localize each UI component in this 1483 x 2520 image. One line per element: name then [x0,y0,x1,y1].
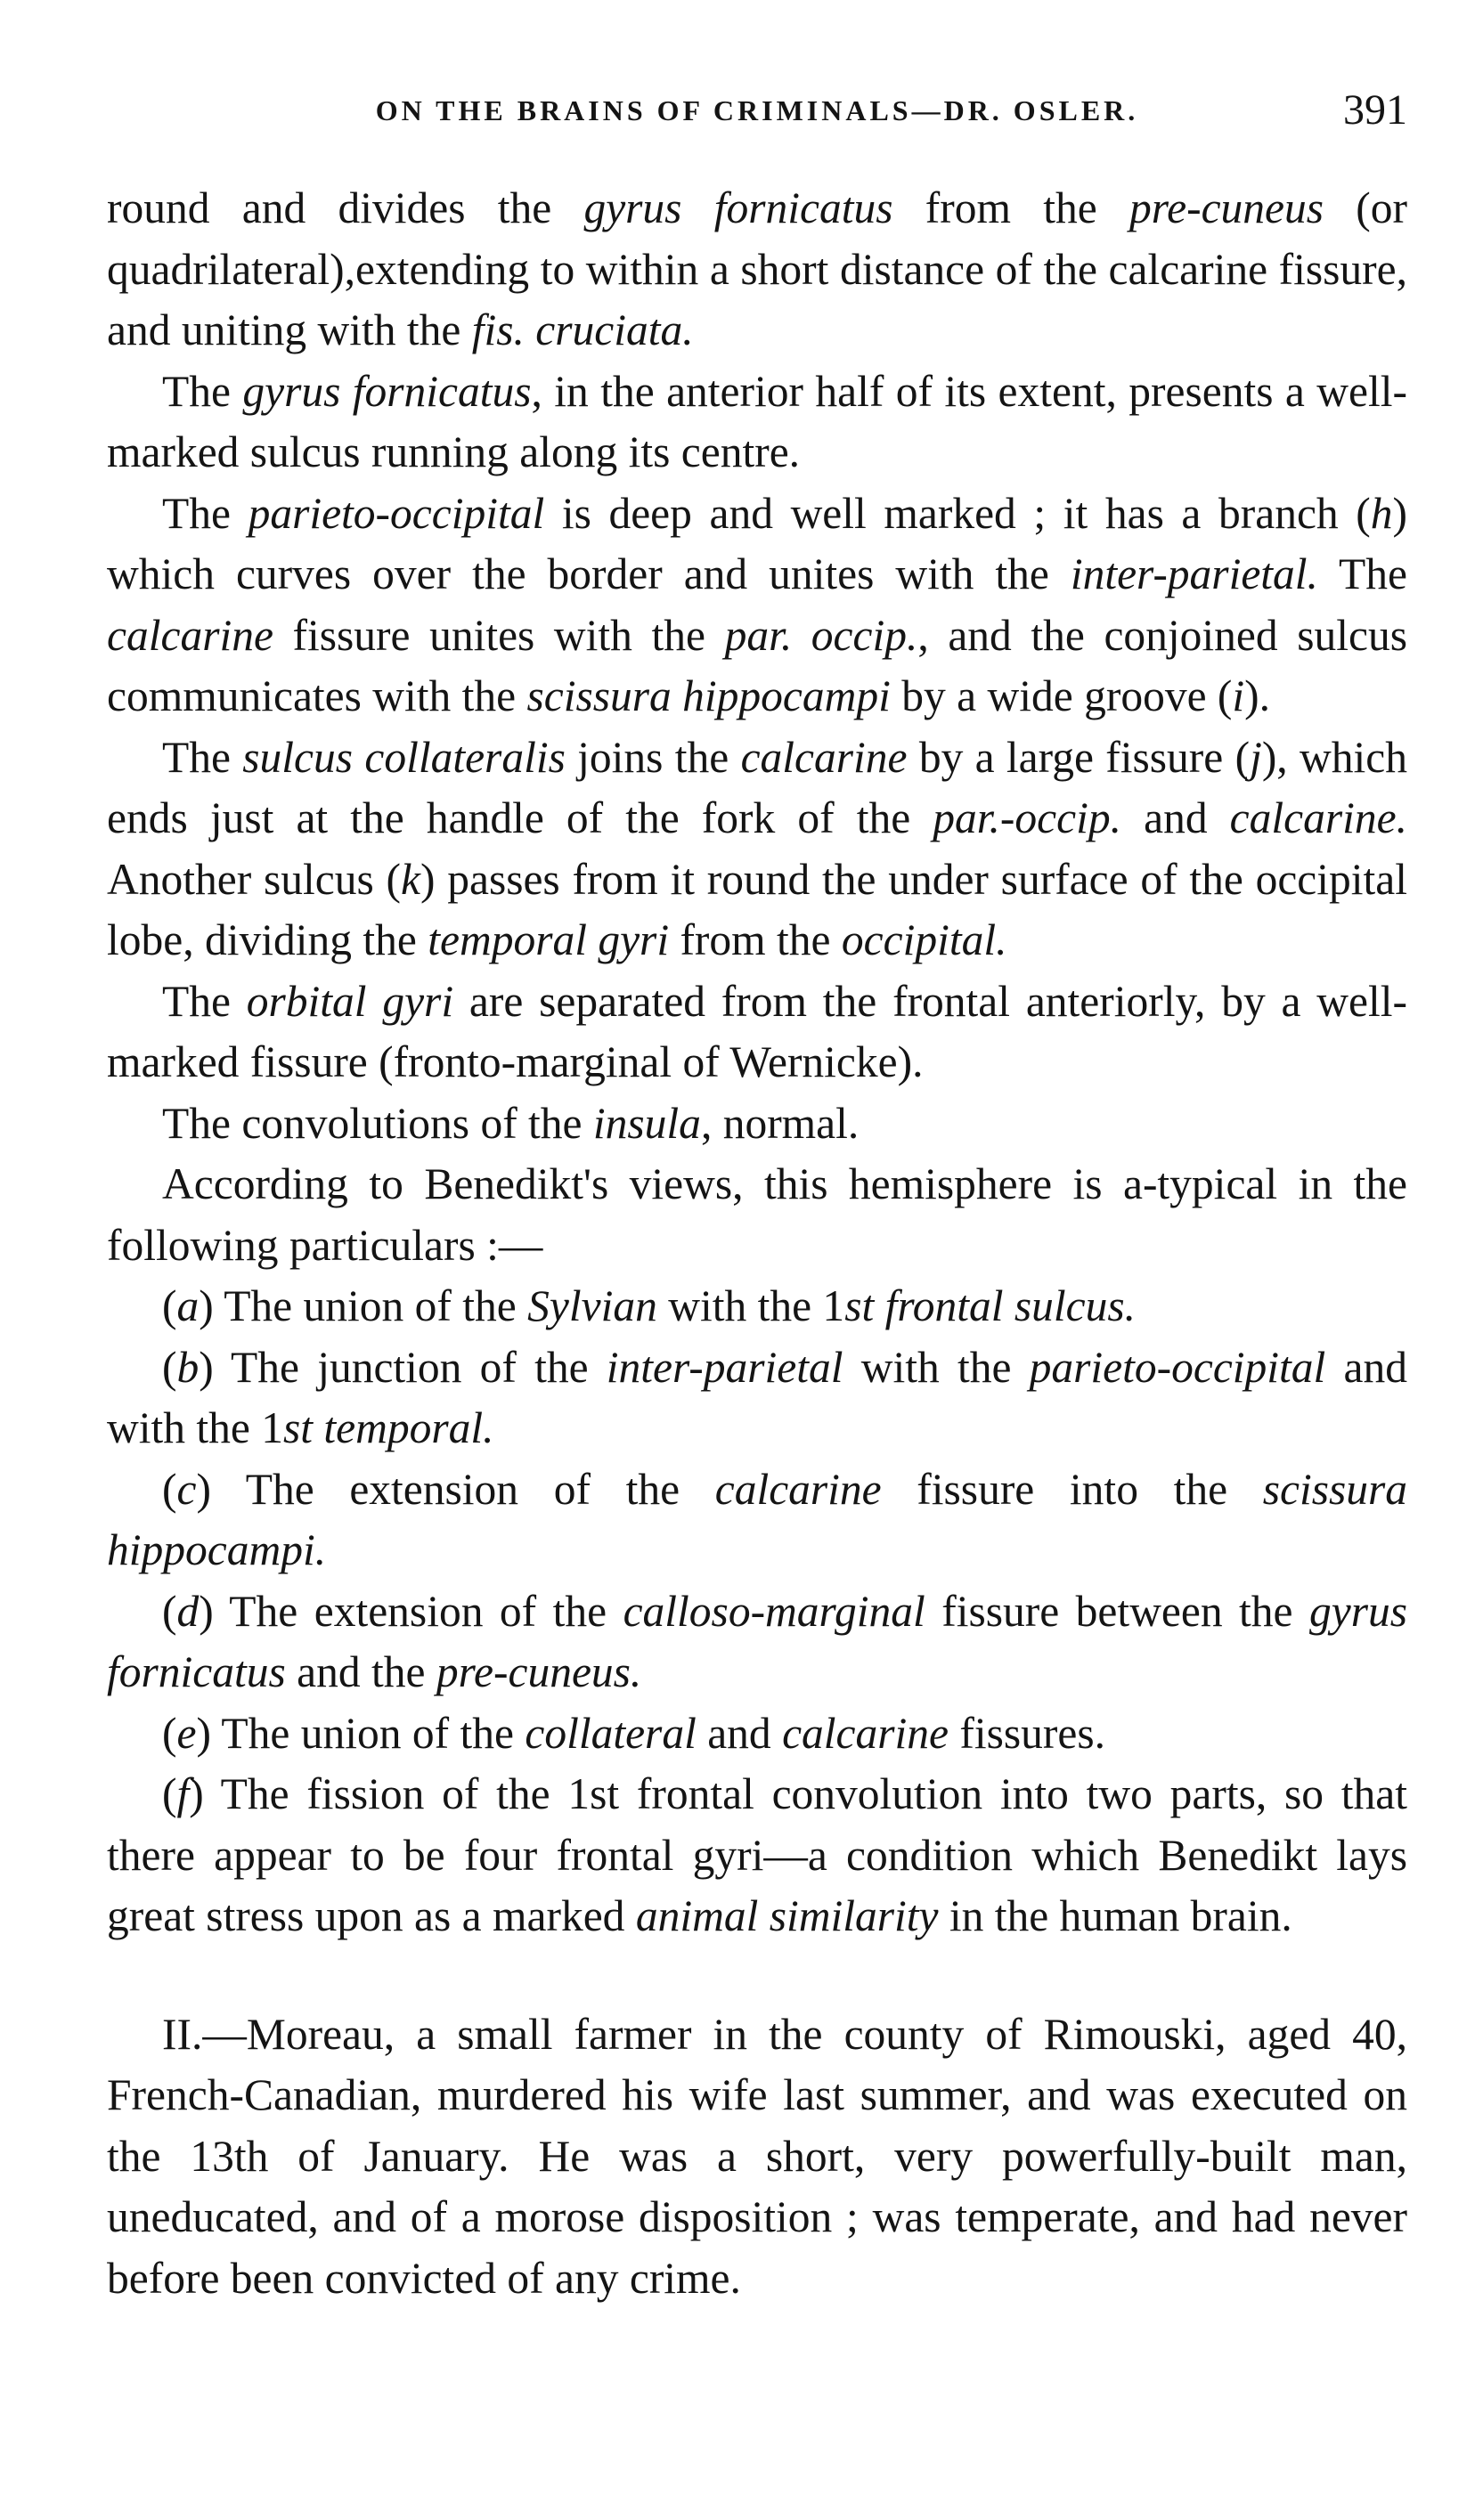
italic-term: st frontal sulcus. [844,1281,1137,1330]
text-run: , normal. [700,1098,860,1148]
italic-term: e [176,1708,197,1758]
text-run: by a large fissure ( [907,732,1251,782]
text-run: Another sulcus ( [107,854,401,904]
text-run: and with the 1 [107,1342,1407,1452]
paragraph [107,484,1407,728]
text-run: ) which curves over the border and unites with the [107,488,1407,598]
body-text [107,178,1407,2309]
text-run: ( [162,1586,177,1636]
list-item [107,1459,1407,1581]
text-run: ) The union of the [199,1281,528,1330]
italic-term: inter-parietal [606,1342,843,1392]
text-run: , and the conjoined sulcus communicates with the [107,610,1407,720]
text-run: ( [162,1708,177,1758]
page-number: 391 [1343,86,1407,134]
italic-term: calcarine [740,732,908,782]
text-run: ) The union of the [196,1708,526,1758]
italic-term: i [1232,671,1245,720]
text-run: II.—Moreau, a small farmer in the county of Rimouski, aged 40, French-Canadian, murdered his wife last summer, and was executed on the 13th of January. He was a short, very powerfully-built man, uneducated, and of a morose disposition ; was temperate, and had never before been convicted of any crime. [107,2009,1407,2303]
italic-term: Sylvian [527,1281,657,1330]
text-run: from the [892,183,1129,232]
italic-term: orbital gyri [246,976,454,1026]
text-run: and [696,1708,783,1758]
italic-term: scissura hippocampi [526,671,891,720]
text-run: The [1317,549,1407,598]
text-run: The [162,366,243,416]
text-run: are separated from the frontal anteriorly, by a well-marked fissure (fronto-marginal of Wernicke). [107,976,1407,1086]
italic-term: b [176,1342,200,1392]
text-run: ( [162,1281,177,1330]
text-run: The [162,732,243,782]
italic-term: inter-parietal. [1070,549,1318,598]
italic-term: calcarine [782,1708,949,1758]
running-title: ON THE BRAINS OF CRIMINALS—DR. OSLER. [375,94,1139,126]
text-run: ). [1244,671,1271,720]
text-run: and the [285,1647,436,1696]
italic-term: calcarine [714,1464,882,1514]
italic-term: fis. cruciata. [471,305,694,354]
italic-term: pre-cuneus [1129,183,1324,232]
text-run: ( [162,1769,177,1818]
text-run: fissure into the [881,1464,1263,1514]
italic-term: insula [592,1098,701,1148]
text-run: joins the [565,732,741,782]
italic-term: a [176,1281,200,1330]
italic-term: f [176,1769,190,1818]
text-run: ) The extension of the [199,1586,623,1636]
italic-term: gyrus fornicatus [107,1586,1407,1696]
text-run: ), which ends just at the handle of the fork of the [107,732,1407,842]
list-item [107,1337,1407,1459]
italic-term: occipital. [841,915,1007,964]
italic-term: c [176,1464,197,1514]
paragraph [107,2004,1407,2310]
italic-term: animal similarity [635,1891,939,1940]
paragraph [107,728,1407,971]
paragraph [107,1154,1407,1276]
text-run: The convolutions of the [162,1098,593,1148]
italic-term: h [1370,488,1393,538]
text-run: is deep and well marked ; it has a branch ( [544,488,1371,538]
list-item [107,1703,1407,1765]
text-run: in the human brain. [938,1891,1292,1940]
paragraph [107,362,1407,484]
text-run: The [162,488,249,538]
paragraph [107,1093,1407,1155]
text-run: fissures. [949,1708,1105,1758]
italic-term: k [400,854,420,904]
paragraph [107,971,1407,1093]
italic-term: collateral [525,1708,697,1758]
italic-term: par.-occip. [933,793,1121,842]
italic-term: gyrus fornicatus [583,183,893,232]
italic-term: par. occip. [724,610,918,660]
text-run: from the [669,915,842,964]
italic-term: calcarine. [1229,793,1407,842]
paragraph [107,178,1407,362]
text-run: , in the anterior half of its extent, presents a well-marked sulcus running along its centre. [107,366,1407,476]
italic-term: parieto-occipital [1029,1342,1326,1392]
running-head [107,85,1407,139]
italic-term: temporal gyri [428,915,670,964]
italic-term: st temporal. [282,1403,494,1452]
text-run: ) The extension of the [196,1464,715,1514]
text-run: by a wide groove ( [890,671,1233,720]
italic-term: scissura hippocampi. [107,1464,1408,1574]
text-run: with the [843,1342,1030,1392]
italic-term: d [176,1586,200,1636]
text-run: fissure unites with the [273,610,725,660]
italic-term: sulcus collateralis [242,732,566,782]
text-run: ) passes from it round the under surface of the occipital lobe, dividing the [107,854,1407,964]
italic-term: gyrus fornicatus [242,366,532,416]
text-run: The [162,976,247,1026]
italic-term: parieto-occipital [248,488,545,538]
text-run: ( [162,1342,177,1392]
text-run: According to Benedikt's views, this hemisphere is a-typical in the following particulars :— [107,1159,1407,1270]
text-run: ( [162,1464,177,1514]
text-run: round and divides the [107,183,584,232]
text-run: ) The junction of the [199,1342,607,1392]
list-item [107,1764,1407,1947]
text-run: ) The fission of the 1st frontal convolution into two parts, so that there appear to be four frontal gyri—a condition which Benedikt lays great stress upon as a marked [107,1769,1407,1940]
italic-term: calloso-marginal [623,1586,925,1636]
list-item [107,1276,1407,1337]
italic-term: j [1250,732,1262,782]
text-run: with the 1 [656,1281,845,1330]
italic-term: pre-cuneus. [436,1647,642,1696]
list-item [107,1581,1407,1703]
text-run: (or quadrilateral),extending to within a short distance of the calcarine fissure, and uniting with the [107,183,1408,354]
text-run: and [1121,793,1230,842]
text-run: fissure between the [925,1586,1309,1636]
italic-term: calcarine [107,610,273,660]
